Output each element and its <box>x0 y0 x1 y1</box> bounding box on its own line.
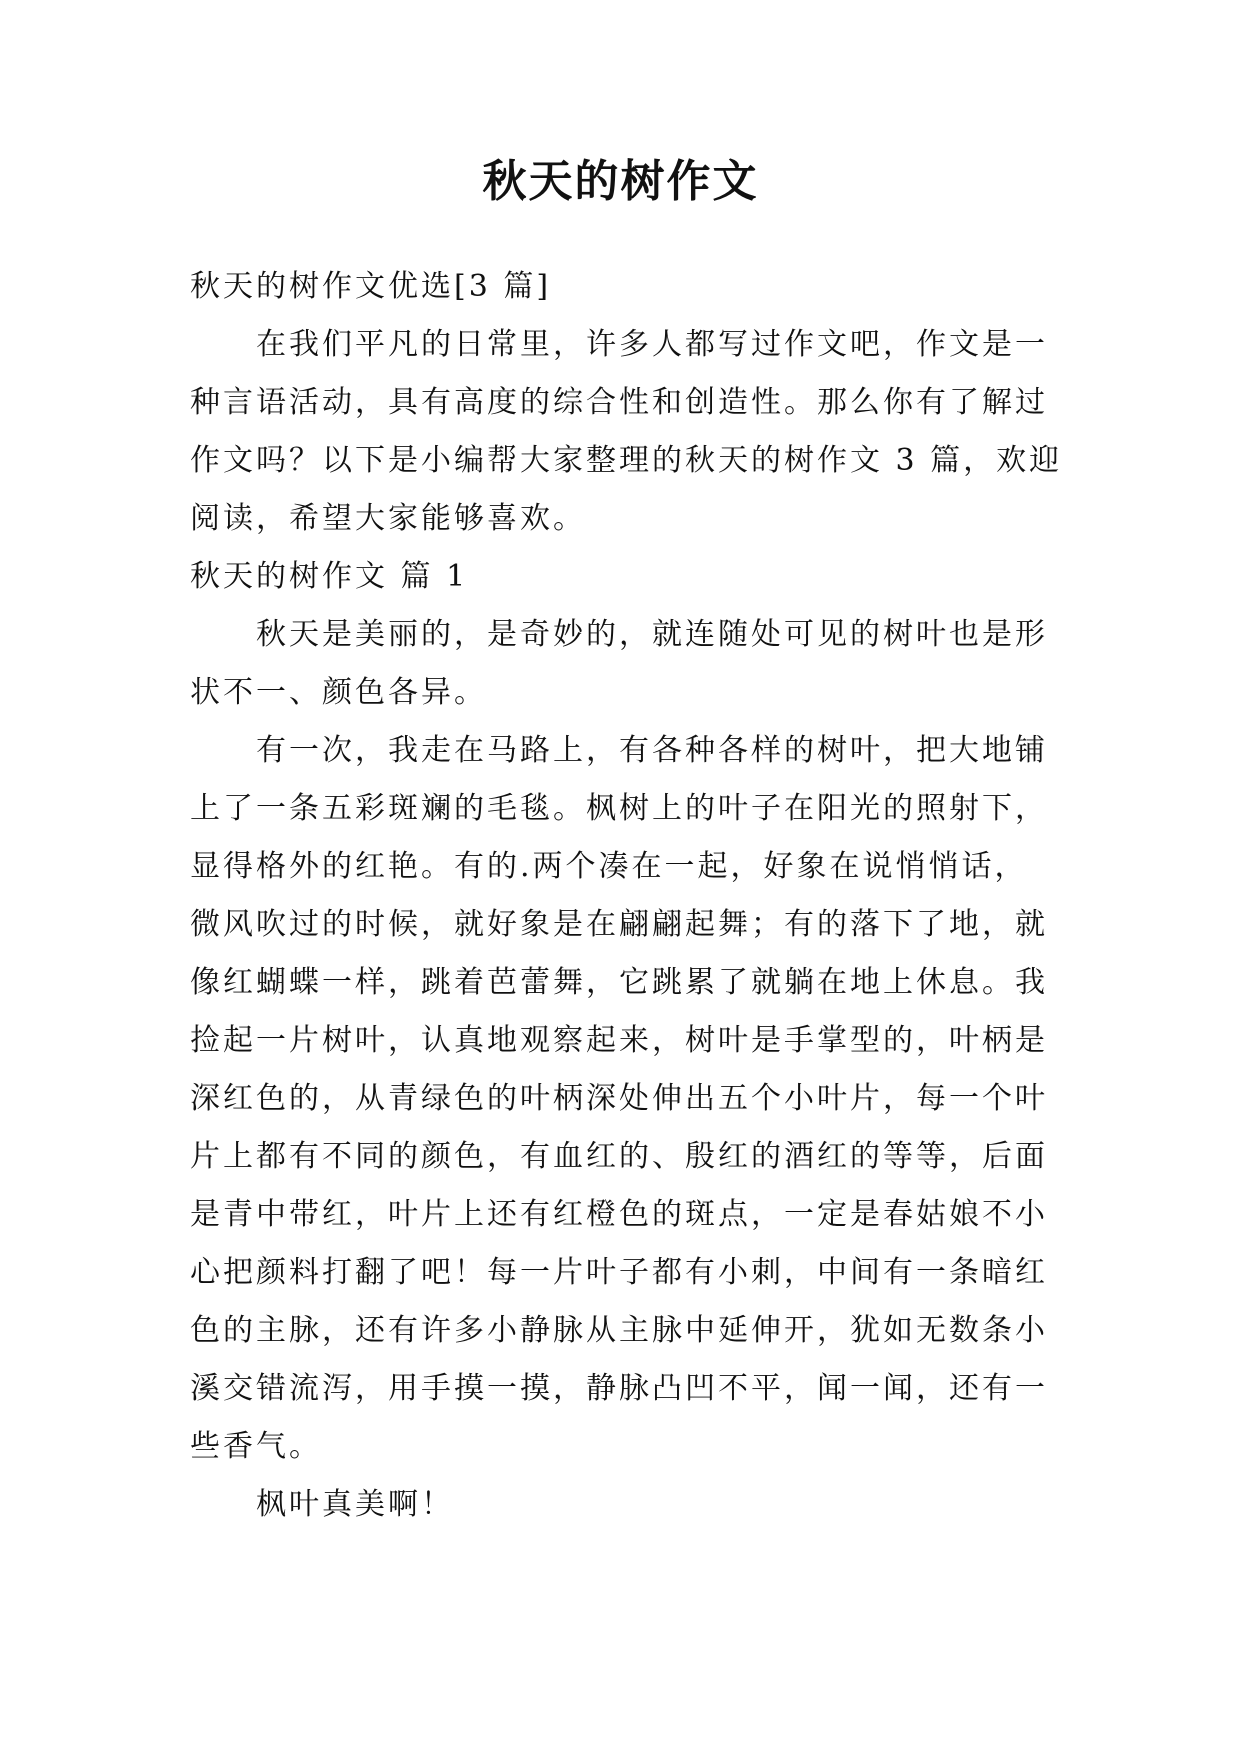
paragraph-line: 种言语活动，具有高度的综合性和创造性。那么你有了解过 <box>190 385 1048 420</box>
intro-paragraph <box>190 316 1063 548</box>
document-title: 秋天的树作文 <box>482 156 759 207</box>
paragraph-line: 在我们平凡的日常里，许多人都写过作文吧，作文是一 <box>190 327 1048 362</box>
paragraph-2 <box>190 722 1050 1476</box>
subtitle: 秋天的树作文优选[3 篇] <box>190 269 552 304</box>
paragraph-line: 有一次，我走在马路上，有各种各样的树叶，把大地铺 <box>190 733 1048 768</box>
document-body <box>190 258 1063 1534</box>
paragraph-line: 是青中带红，叶片上还有红橙色的斑点，一定是春姑娘不小 <box>190 1197 1048 1232</box>
paragraph-line: 状不一、颜色各异。 <box>190 675 487 710</box>
paragraph-line: 些香气。 <box>190 1429 322 1464</box>
paragraph-line: 枫叶真美啊！ <box>190 1487 454 1522</box>
paragraph-line: 深红色的，从青绿色的叶柄深处伸出五个小叶片，每一个叶 <box>190 1081 1048 1116</box>
paragraph-line: 显得格外的红艳。有的.两个凑在一起，好象在说悄悄话， <box>190 849 1028 884</box>
paragraph-3 <box>190 1476 1050 1534</box>
paragraph-line: 上了一条五彩斑斓的毛毯。枫树上的叶子在阳光的照射下， <box>190 791 1048 826</box>
paragraph-line: 溪交错流泻，用手摸一摸，静脉凸凹不平，闻一闻，还有一 <box>190 1371 1048 1406</box>
paragraph-line: 秋天是美丽的，是奇妙的，就连随处可见的树叶也是形 <box>190 617 1048 652</box>
section-heading: 秋天的树作文 篇 1 <box>190 559 469 594</box>
paragraph-line: 捡起一片树叶，认真地观察起来，树叶是手掌型的，叶柄是 <box>190 1023 1048 1058</box>
paragraph-line: 作文吗？以下是小编帮大家整理的秋天的树作文 3 篇，欢迎 <box>190 443 1063 478</box>
paragraph-line: 微风吹过的时候，就好象是在翩翩起舞；有的落下了地，就 <box>190 907 1048 942</box>
paragraph-line: 片上都有不同的颜色，有血红的、殷红的酒红的等等，后面 <box>190 1139 1048 1174</box>
paragraph-1 <box>190 606 1050 722</box>
paragraph-line: 像红蝴蝶一样，跳着芭蕾舞，它跳累了就躺在地上休息。我 <box>190 965 1048 1000</box>
paragraph-line: 色的主脉，还有许多小静脉从主脉中延伸开，犹如无数条小 <box>190 1313 1048 1348</box>
paragraph-line: 阅读，希望大家能够喜欢。 <box>190 501 586 536</box>
paragraph-line: 心把颜料打翻了吧！每一片叶子都有小刺，中间有一条暗红 <box>190 1255 1048 1290</box>
